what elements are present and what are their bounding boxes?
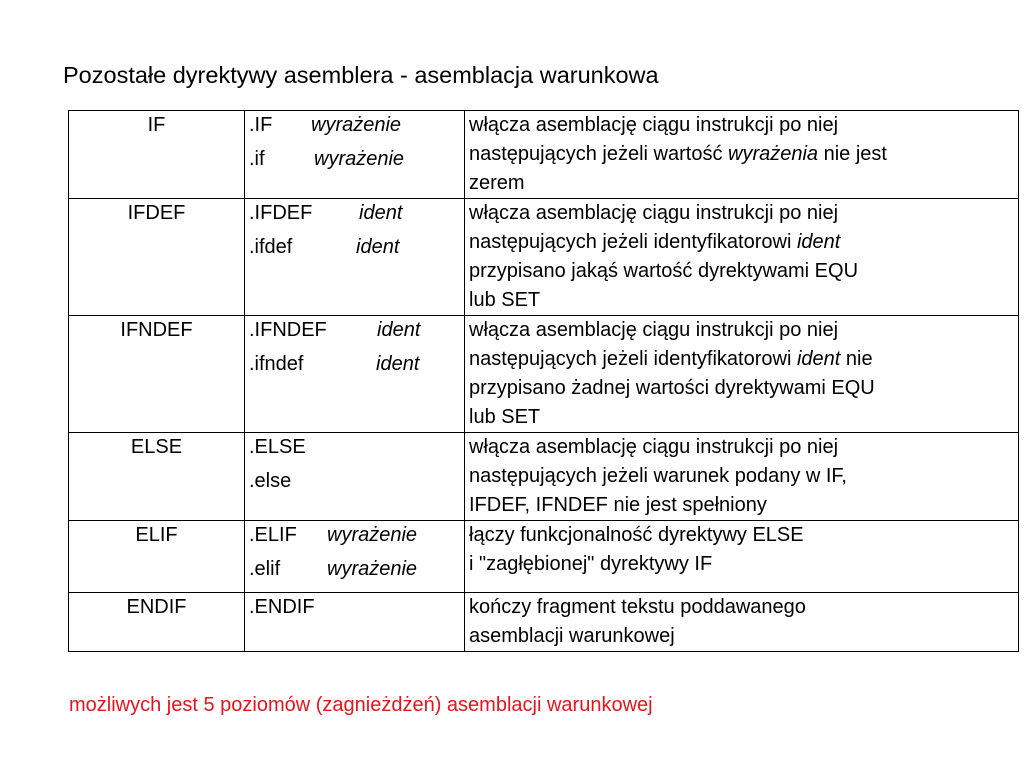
description-line [469,622,1014,651]
syntax-argument: ident [377,319,421,341]
syntax-keyword: .IFNDEF [249,319,327,341]
description-text: następujących jeżeli warunek podany w IF, [469,465,847,487]
directive-name-cell: ELIF [69,521,245,593]
syntax-line [249,467,460,496]
description-text: włącza asemblację ciągu instrukcji po niej [469,114,839,136]
syntax-argument: wyrażenie [327,524,418,546]
syntax-keyword: .ELIF [249,524,297,546]
description-text: IFDEF, IFNDEF nie jest spełniony [469,494,767,516]
description-line [469,228,1014,257]
description-line [469,286,1014,315]
directive-name-cell: IFNDEF [69,316,245,433]
description-text: lub SET [469,289,541,311]
description-emphasis: wyrażenia [728,143,819,165]
description-text: kończy fragment tekstu poddawanego [469,596,806,618]
description-line [469,111,1014,140]
directive-syntax-cell [245,316,465,433]
directive-name-cell: ENDIF [69,593,245,652]
syntax-line [249,316,460,345]
table-row [69,521,1019,593]
description-text: włącza asemblację ciągu instrukcji po niej [469,319,839,341]
description-line [469,345,1014,374]
syntax-line [249,433,460,462]
table-row [69,111,1019,199]
description-line [469,491,1014,520]
syntax-keyword: .ifdef [249,236,293,258]
syntax-line [249,555,460,584]
syntax-keyword: .IFDEF [249,202,313,224]
syntax-line [249,350,460,379]
syntax-keyword: .ENDIF [249,596,315,618]
description-line [469,169,1014,198]
directive-description-cell [465,199,1019,316]
description-line [469,403,1014,432]
description-text: i "zagłębionej" dyrektywy IF [469,553,713,575]
description-text: następujących jeżeli identyfikatorowi [469,231,797,253]
description-line [469,550,1014,579]
syntax-argument: wyrażenie [327,558,418,580]
directive-description-cell [465,111,1019,199]
syntax-keyword: .ELSE [249,436,306,458]
description-line [469,462,1014,491]
syntax-line [249,593,460,622]
directive-description-cell [465,521,1019,593]
description-text: asemblacji warunkowej [469,625,675,647]
description-text: następujących jeżeli wartość [469,143,729,165]
directives-table [68,110,1019,652]
syntax-line [249,521,460,550]
description-text: włącza asemblację ciągu instrukcji po niej [469,436,839,458]
syntax-line [249,199,460,228]
syntax-line [249,145,460,174]
table-row [69,433,1019,521]
description-text: lub SET [469,406,541,428]
description-line [469,316,1014,345]
directive-name-cell: ELSE [69,433,245,521]
directive-syntax-cell [245,521,465,593]
description-line [469,140,1014,169]
description-line [469,257,1014,286]
syntax-line [249,111,460,140]
directive-description-cell [465,316,1019,433]
syntax-argument: ident [376,353,420,375]
directive-name-cell: IFDEF [69,199,245,316]
table-row [69,199,1019,316]
description-text: zerem [469,172,525,194]
description-emphasis: ident [796,348,841,370]
description-text: nie [840,348,873,370]
directive-description-cell [465,593,1019,652]
description-line [469,374,1014,403]
syntax-keyword: .else [249,470,292,492]
syntax-keyword: .ifndef [249,353,304,375]
table-row [69,593,1019,652]
directive-syntax-cell [245,433,465,521]
description-text: następujących jeżeli identyfikatorowi [469,348,797,370]
description-text: włącza asemblację ciągu instrukcji po niej [469,202,839,224]
syntax-argument: ident [359,202,403,224]
description-line [469,433,1014,462]
directive-description-cell [465,433,1019,521]
description-line [469,593,1014,622]
syntax-keyword: .elif [249,558,281,580]
description-line [469,521,1014,550]
description-text: nie jest [818,143,887,165]
description-text: przypisano żadnej wartości dyrektywami EQU [469,377,875,399]
description-text: przypisano jakąś wartość dyrektywami EQU [469,260,859,282]
syntax-keyword: .if [249,148,265,170]
syntax-keyword: .IF [249,114,273,136]
description-line [469,199,1014,228]
syntax-line [249,233,460,262]
directive-syntax-cell [245,111,465,199]
description-emphasis: ident [796,231,841,253]
syntax-argument: ident [356,236,400,258]
syntax-argument: wyrażenie [311,114,402,136]
slide-title: Pozostałe dyrektywy asemblera - asemblacja warunkowa [63,62,659,88]
directive-name-cell: IF [69,111,245,199]
description-text: łączy funkcjonalność dyrektywy ELSE [469,524,804,546]
directive-syntax-cell [245,593,465,652]
directive-syntax-cell [245,199,465,316]
footnote: możliwych jest 5 poziomów (zagnieżdżeń) asemblacji warunkowej [69,694,653,716]
syntax-argument: wyrażenie [314,148,405,170]
table-row [69,316,1019,433]
